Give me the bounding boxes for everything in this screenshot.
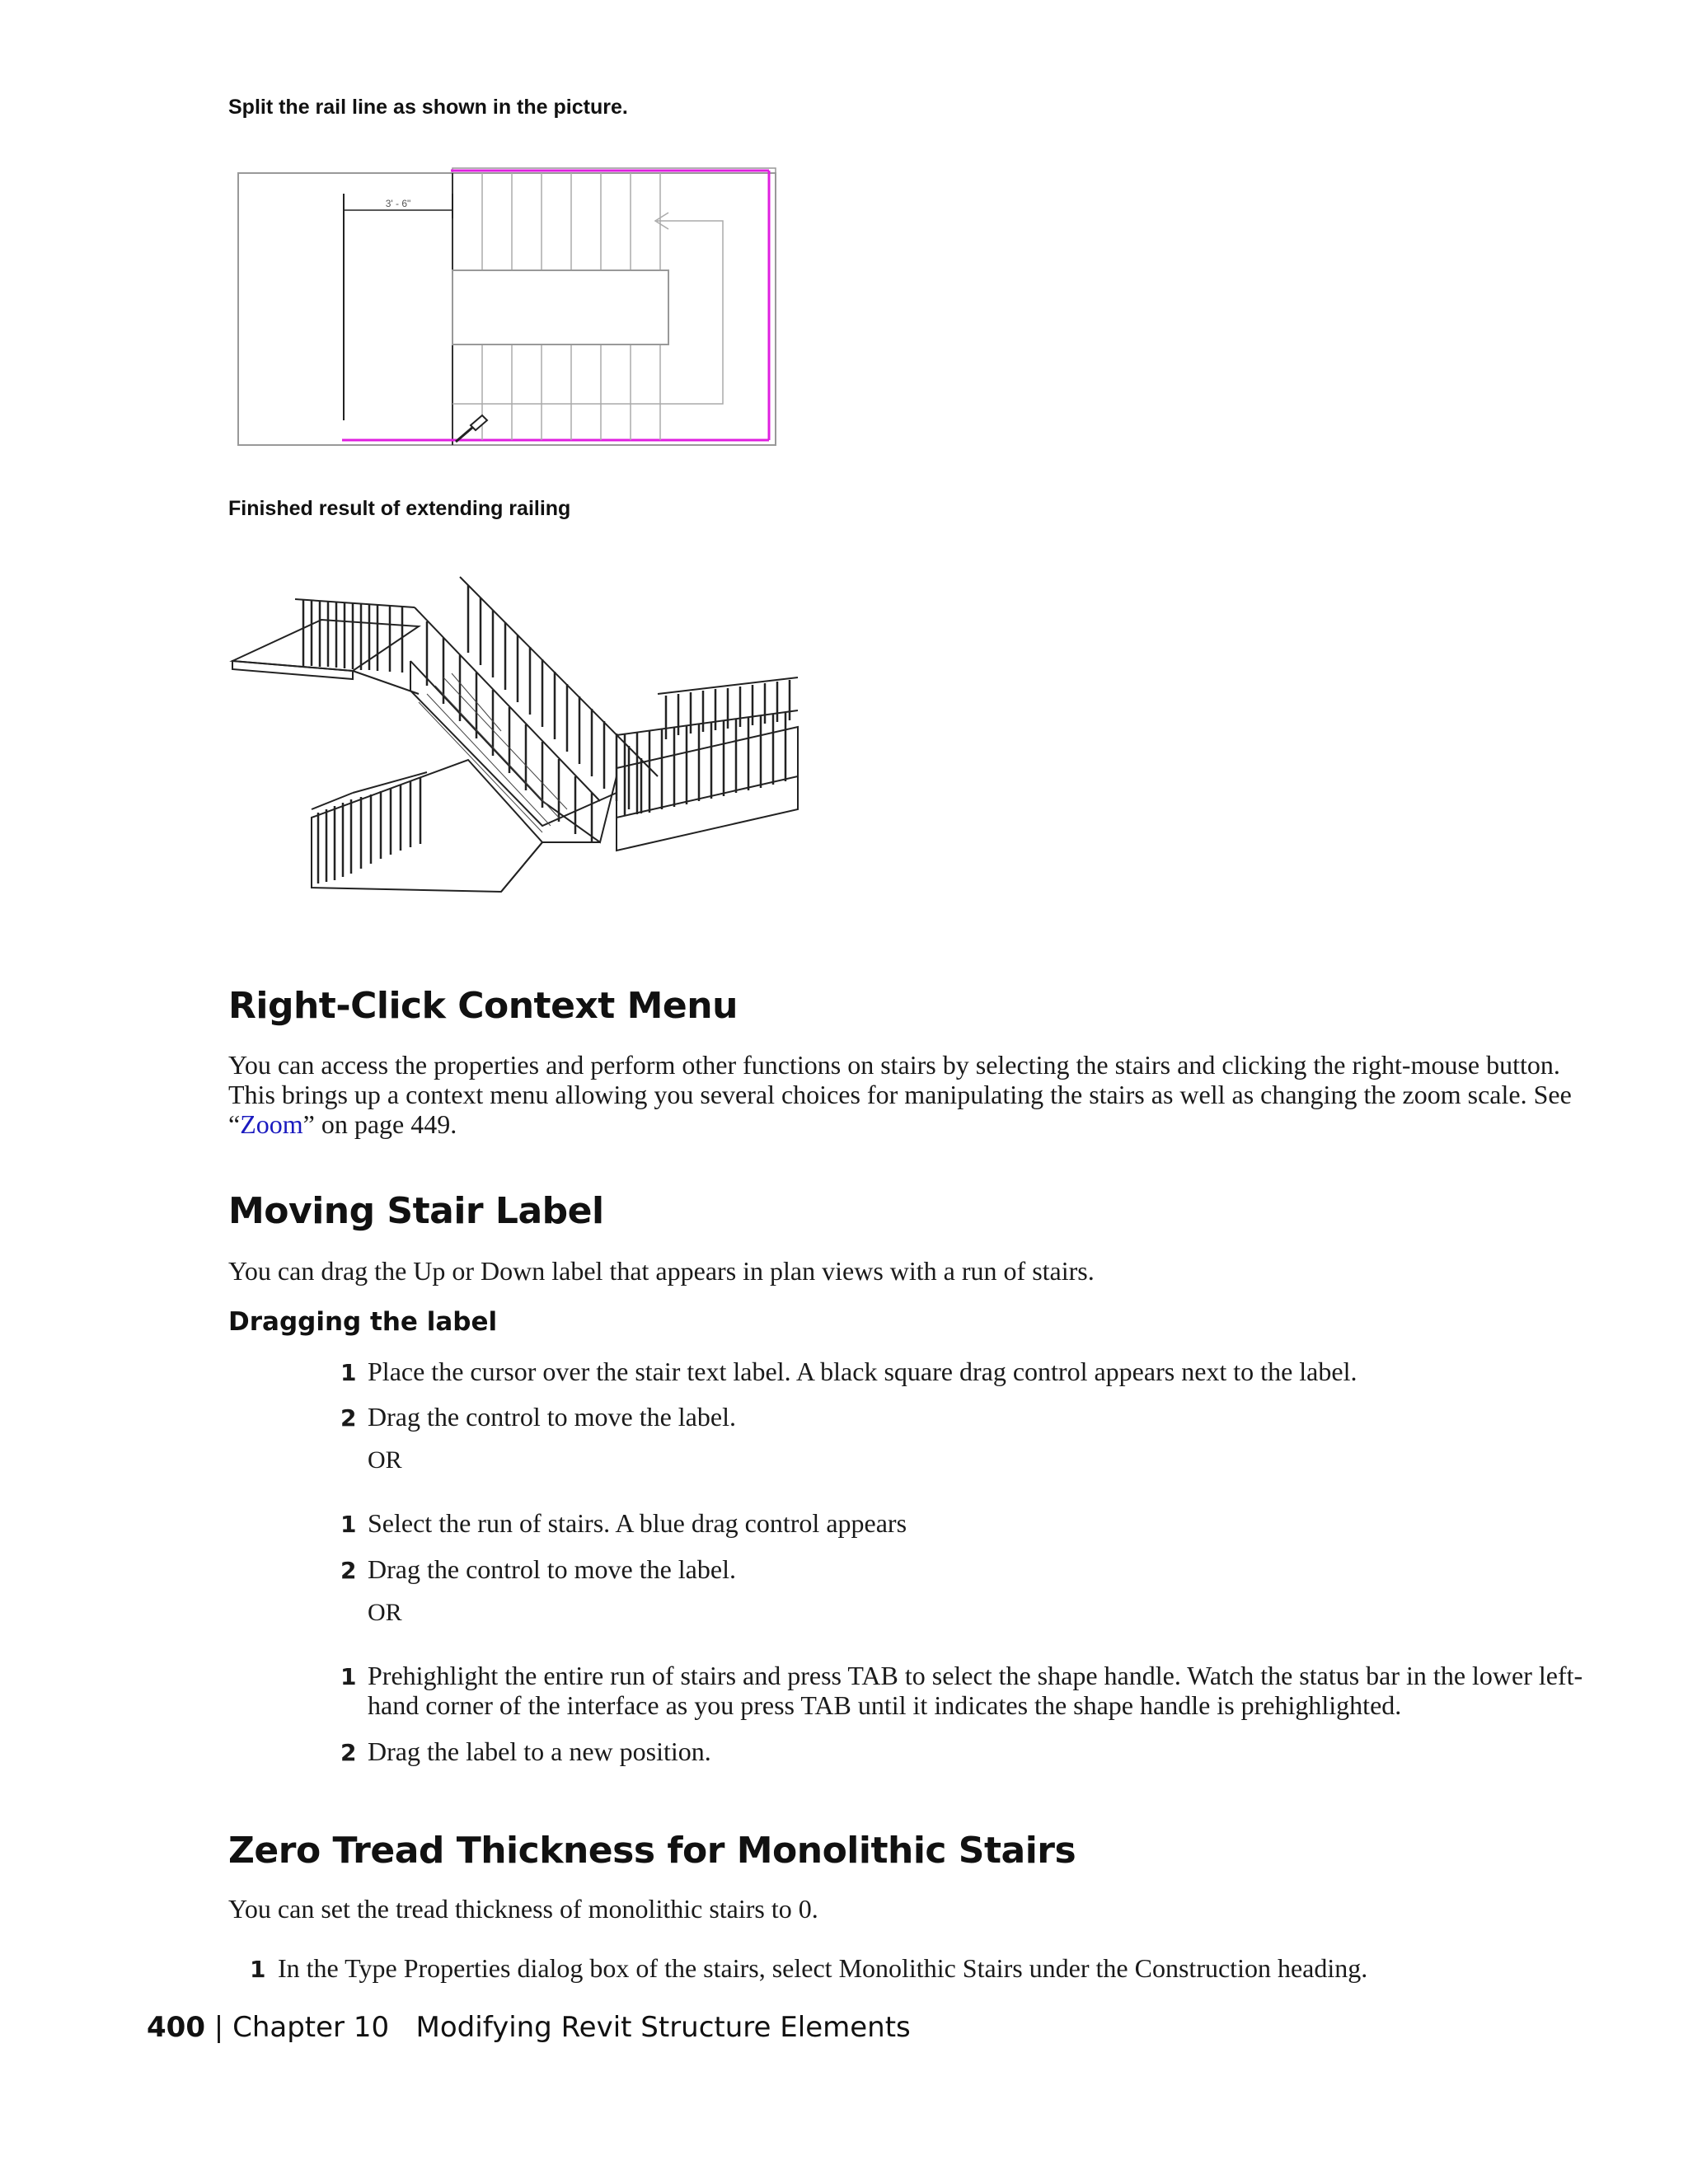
subsection-heading: Dragging the label <box>228 1307 498 1337</box>
step-number: 1 <box>340 1359 357 1386</box>
step-text: In the Type Properties dialog box of the stairs, select Monolithic Stairs under the Construction heading. <box>278 1953 1368 1983</box>
paragraph-text: ” on page 449. <box>302 1109 457 1139</box>
step-text: Drag the control to move the label. <box>368 1402 736 1432</box>
paragraph-text: You can access the properties and perform other functions on stairs by selecting the stairs and clicking the right-mouse button. This brings up a context menu allowing you several choices for manipulating the stairs as well as changing the zoom scale. See “ <box>228 1050 1572 1139</box>
step-text: Drag the label to a new position. <box>368 1736 711 1766</box>
section-heading: Right-Click Context Menu <box>228 985 738 1027</box>
section-heading: Zero Tread Thickness for Monolithic Stairs <box>228 1830 1076 1872</box>
step-text: Prehighlight the entire run of stairs and press TAB to select the shape handle. Watch the status bar in the lower left-hand corner of the interface as you press TAB until it indicates the shape handle is prehighlighted. <box>368 1661 1583 1720</box>
section-heading: Moving Stair Label <box>228 1190 604 1232</box>
or-separator: OR <box>368 1599 402 1626</box>
chapter-label: Chapter 10 <box>232 2011 390 2044</box>
step-number: 1 <box>250 1956 266 1983</box>
or-separator: OR <box>368 1446 402 1474</box>
step-number: 2 <box>340 1739 357 1766</box>
step-text: Select the run of stairs. A blue drag control appears <box>368 1508 907 1538</box>
railing-3d-figure <box>229 570 806 933</box>
section-paragraph: You can set the tread thickness of monolithic stairs to 0. <box>228 1894 818 1924</box>
chapter-title: Modifying Revit Structure Elements <box>415 2011 911 2044</box>
figure-caption: Finished result of extending railing <box>228 497 571 520</box>
page-footer <box>147 2011 911 2044</box>
page-number: 400 <box>147 2011 205 2044</box>
dimension-label: 3' - 6" <box>385 198 411 209</box>
section-paragraph <box>228 1050 1580 1139</box>
figure-caption: Split the rail line as shown in the picture. <box>228 96 628 119</box>
step-number: 1 <box>340 1511 357 1538</box>
section-paragraph: You can drag the Up or Down label that appears in plan views with a run of stairs. <box>228 1256 1095 1286</box>
step-number: 2 <box>340 1557 357 1584</box>
step-number: 2 <box>340 1404 357 1432</box>
step-number: 1 <box>340 1663 357 1690</box>
step-text: Place the cursor over the stair text label. A black square drag control appears next to the label. <box>368 1357 1357 1386</box>
stair-plan-figure <box>235 165 779 449</box>
footer-separator: | <box>213 2011 224 2044</box>
zoom-link[interactable]: Zoom <box>240 1109 303 1139</box>
step-text: Drag the control to move the label. <box>368 1554 736 1584</box>
